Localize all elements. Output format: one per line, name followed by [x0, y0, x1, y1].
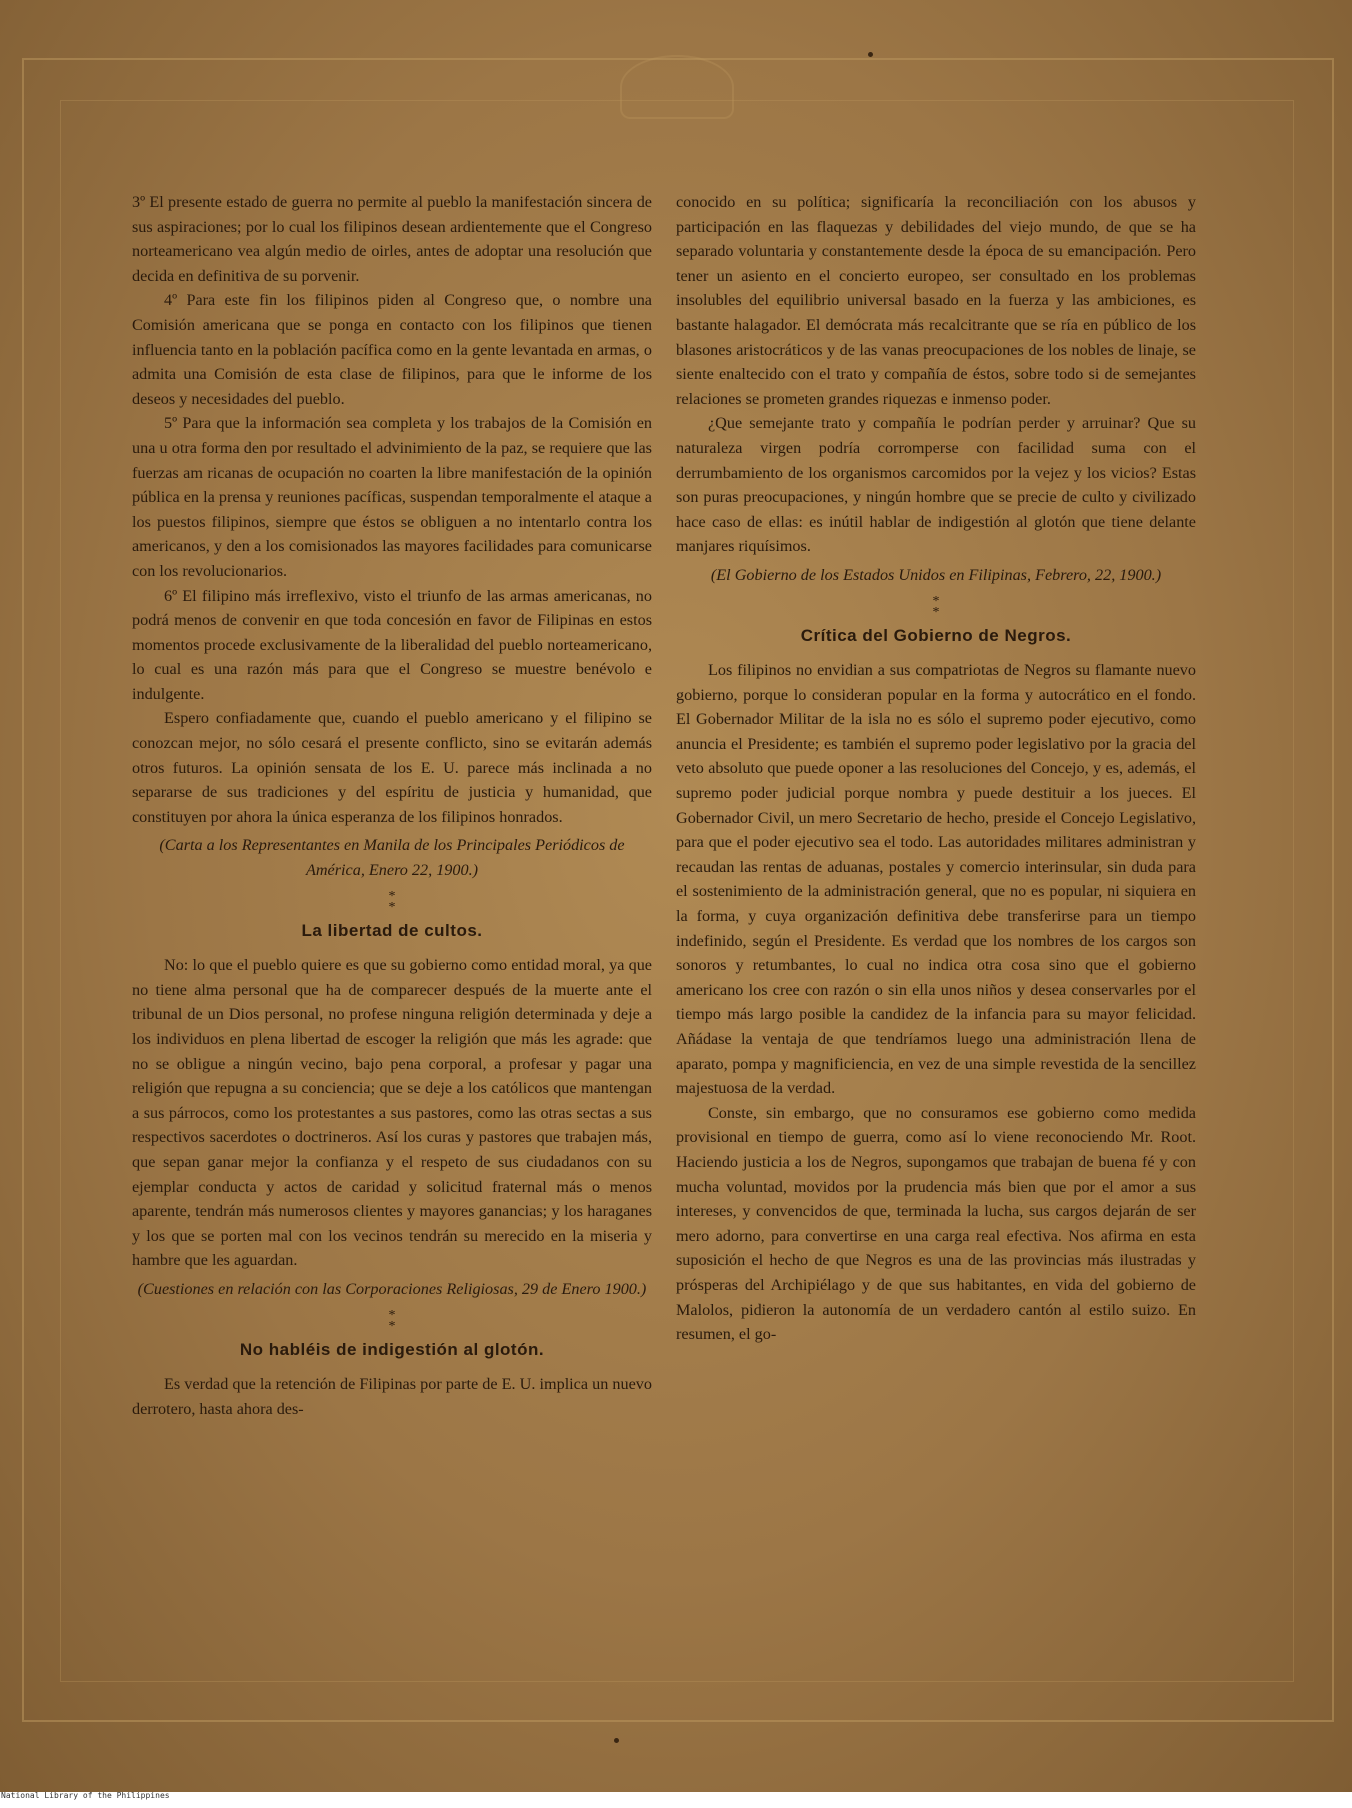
ink-speck — [614, 1738, 619, 1743]
section-title: Crítica del Gobierno de Negros. — [800, 625, 1072, 645]
paragraph: Conste, sin embargo, que no consuramos ese gobierno como medida provisional en tiempo de guerra, como así lo viene reconociendo Mr. Root. Haciendo justicia a los de Negros, supongamos que trabajan de buena fé y con mucha voluntad, movidos por la prudencia más bien que por el amor a sus intereses, y convencidos de que, terminada la lucha, sus cargos dejarán de ser mero adorno, para convertirse en una carga real efectiva. Nos afirma en esta suposición el hecho de que Negros es una de las provincias más ilustradas y prósperas del Archipiélago y de que sus habitantes, en vida del gobierno de Malolos, pidieron la autonomía de un verdadero cantón al estilo suizo. En resumen, el go- — [676, 1103, 1196, 1344]
section-title: La libertad de cultos. — [301, 920, 483, 940]
paragraph: No: lo que el pueblo quiere es que su gobierno como entidad moral, ya que no tiene alma personal que ha de comparecer después de la muerte ante el tribunal de un Dios personal, no profese ninguna religión determinada y deje a los individuos en plena libertad de escoger la religión que más les agrade: que no se obligue a ningún vecino, bajo pena corporal, a profesar y pagar una religión que repugna a su conciencia; que se deje a los católicos que mantengan a sus párrocos, como los protestantes a sus pastores, como las otras sectas a sus respectivos sacerdotes o doctrineros. Así los curas y pastores que trabajen más, que sepan ganar mejor la confianza y el respeto de sus ciudadanos con su ejemplar conducta y actos de caridad y solicitud fraternal más o menos aparente, tendrán más numerosos clientes y mayores ganancias; y los haraganes y los que se porten mal con los vecinos tendrán su merecido en la miseria y hambre que les aguardan. — [132, 956, 652, 1270]
asterism-separator: * * — [932, 593, 940, 620]
section-title: No habléis de indigestión al glotón. — [239, 1339, 545, 1359]
paragraph: conocido en su política; significaría la reconciliación con los abusos y participación en las flaquezas y debilidades del viejo mundo, de que se ha separado voluntaria y constantemente desde la época de su emancipación. Pero tener un asiento en el concierto europeo, ser consultado en los problemas insolubles del equilibrio universal basado en la fuerza y las ambiciones, es bastante halagador. El demócrata más recalcitrante que se ría en público de los blasones aristocráticos y de las vanas preocupaciones de los nobles de linaje, se siente enaltecido con el trato y compañía de éstos, sobre todo si de semejantes relaciones se prometen grandes riquezas e inmenso poder. — [676, 193, 1196, 408]
top-ornament — [620, 55, 734, 119]
left-column — [132, 190, 652, 1421]
paragraph: Es verdad que la retención de Filipinas por parte de E. U. implica un nuevo derrotero, hasta ahora des- — [132, 1375, 652, 1418]
citation: (El Gobierno de los Estados Unidos en Filipinas, Febrero, 22, 1900.) — [710, 565, 1162, 584]
library-footer — [0, 1792, 1352, 1808]
paragraph: 6º El filipino más irreflexivo, visto el triunfo de las armas americanas, no podrá menos de convenir en que toda concesión en favor de Filipinas en estos momentos procede exclusivamente de la liberalidad del pueblo norteamericano, lo cual es una razón más para que el Congreso se muestre benévolo e indulgente. — [132, 586, 652, 703]
footer-text: National Library of the Philippines — [1, 1791, 170, 1800]
asterism-separator: * * — [388, 1307, 396, 1334]
paragraph: Espero confiadamente que, cuando el pueblo americano y el filipino se conozcan mejor, no sólo cesará el presente conflicto, sino se evitarán además otros futuros. La opinión sensata de los E. U. parece más inclinada a no separarse de sus tradiciones y del espíritu de justicia y humanidad, que constituyen por ahora la única esperanza de los filipinos honrados. — [132, 709, 652, 826]
ink-speck — [868, 52, 873, 57]
paragraph: ¿Que semejante trato y compañía le podrían perder y arruinar? Que su naturaleza virgen podría corromperse con facilidad suma con el derrumbamiento de los organismos carcomidos por la vejez y los vicios? Estas son puras preocupaciones, y ningún hombre que se precie de culto y civilizado hace caso de ellas: es inútil hablar de indigestión al glotón que tiene delante manjares riquísimos. — [676, 414, 1196, 556]
paragraph: 4º Para este fin los filipinos piden al Congreso que, o nombre una Comisión americana que se ponga en contacto con los filipinos que tienen influencia tanto en la población pacífica como en la gente levantada en armas, o admita una Comisión de esta clase de filipinos, para que le informe de los deseos y necesidades del pueblo. — [132, 291, 652, 408]
citation: (Carta a los Representantes en Manila de los Principales Periódicos de América, Enero 22, 1900.) — [159, 836, 625, 880]
citation: (Cuestiones en relación con las Corporaciones Religiosas, 29 de Enero 1900.) — [137, 1279, 647, 1298]
right-column — [676, 190, 1196, 1347]
asterism-separator: * * — [388, 888, 396, 915]
paragraph: Los filipinos no envidian a sus compatriotas de Negros su flamante nuevo gobierno, porque lo consideran popular en la forma y autocrático en el fondo. El Gobernador Militar de la isla no es sólo el supremo poder ejecutivo, como anuncia el Presidente; es también el supremo poder legislativo por la gracia del veto absoluto que puede oponer a las resoluciones del Concejo, y es, además, el supremo poder judicial porque nombra y puede destituir a los jueces. El Gobernador Civil, un mero Secretario de hecho, preside el Concejo Legislativo, para que el poder ejecutivo sea el todo. Las autoridades militares administran y recaudan las rentas de aduanas, postales y comercio interinsular, sin duda para el sostenimiento de la administración general, que no es popular, ni siquiera en la forma, y cuya organización definitiva debe transferirse para un tiempo indefinido, según el Presidente. Es verdad que los nombres de los cargos son sonoros y retumbantes, lo cual no indica otra cosa sino que el gobierno americano los cree con razón o sin ella unos niños y desea conservarles por el tiempo más largo posible la candidez de la infancia para su mayor felicidad. Añádase la ventaja de que tendríamos luego una administración llena de aparato, pompa y magnificiencia, en vez de una simple revestida de la sencillez majestuosa de la verdad. — [676, 661, 1196, 1098]
paragraph: 3º El presente estado de guerra no permite al pueblo la manifestación sincera de sus aspiraciones; por lo cual los filipinos desean ardientemente que el Congreso norteamericano vea algún medio de oirles, antes de adoptar una resolución que decida en definitiva de su porvenir. — [132, 193, 652, 285]
paragraph: 5º Para que la información sea completa y los trabajos de la Comisión en una u otra forma den por resultado el advinimiento de la paz, se requiere que las fuerzas am ricanas de ocupación no coarten la libre manifestación de la opinión pública en la prensa y reuniones pacíficas, suspendan temporalmente el ataque a los puestos filipinos, siempre que éstos se obliguen a no intentarlo contra los americanos, y den a los comisionados las mayores facilidades para comunicarse con los revolucionarios. — [132, 414, 652, 580]
